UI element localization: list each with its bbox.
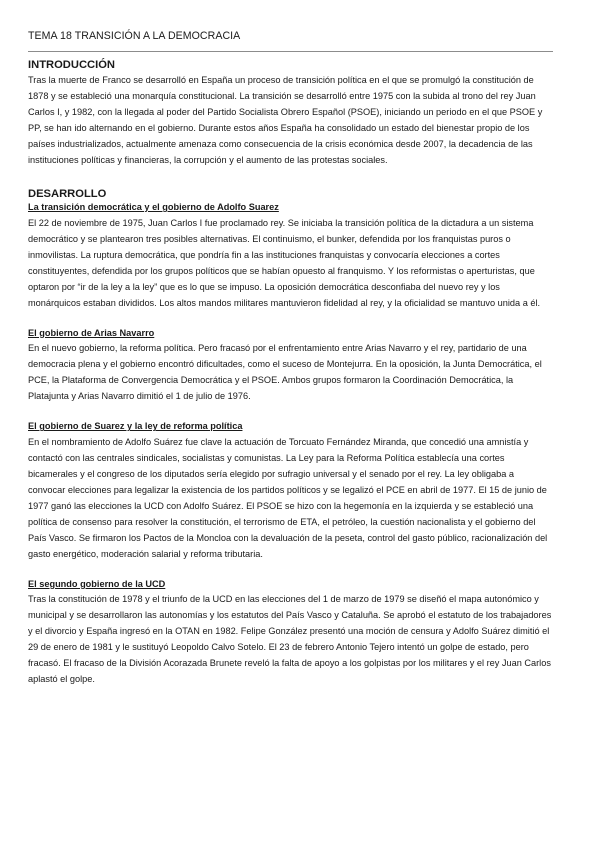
document-title: TEMA 18 TRANSICIÓN A LA DEMOCRACIA (28, 30, 241, 42)
section-paragraph-segundo-gobierno-ucd: Tras la constitución de 1978 y el triunfo de la UCD en las elecciones del 1 de marzo de 1979 se diseñó el mapa autonómico y municipal y se desarrollaron las autonomías y los estatutos del País Vasco y Cataluña. Se aprobó el estatuto de los trabajadores y el divorcio y España ingresó en la OTAN en 1982. Felipe González presentó una moción de censura y Adolfo Suárez dimitió el 29 de enero de 1981 y le sustituyó Leopoldo Calvo Sotelo. El 23 de febrero Antonio Tejero intentó un golpe de estado, pero fracasó. El fracaso de la División Acorazada Brunete reveló la falta de apoyo a los golpistas por los militares y el rey Juan Carlos aplastó el golpe. (28, 594, 552, 685)
title-divider (28, 51, 553, 52)
spacer (28, 404, 553, 420)
section-title-reforma-politica: El gobierno de Suarez y la ley de reforma política (28, 421, 243, 432)
spacer (28, 168, 553, 187)
section-paragraph-arias-navarro: En el nuevo gobierno, la reforma política. Pero fracasó por el enfrentamiento entre Arias Navarro y el rey, partidario de una democracia plena y el gobierno encontró dificultades, como el suceso de Montejurra. En la oposición, la Junta Democrática, el PCE, la Plataforma de Convergencia Democrática y el PSOE. Ambos grupos formaron la Coordinación Democrática, la Platajunta y Arias Navarro dimitió el 1 de julio de 1976. (28, 343, 542, 402)
intro-paragraph: Tras la muerte de Franco se desarrolló en España un proceso de transición política en el que se promulgó la constitución de 1878 y se estableció una monarquía constitucional. La transición se desarrolló entre 1975 con la subida al trono del rey Juan Carlos I, y 1982, con la llegada al poder del Partido Socialista Obrero Español (PSOE), iniciando un periodo en el que PSOE y PP, se han ido alternando en el gobierno. Durante estos años España ha consolidado un estado del bienestar propio de los países industrializados, actualmente amenaza como consecuencia de la crisis económica desde 2007, la decadencia de las instituciones políticas y financieras, la corrupción y el aumento de las protestas sociales. (28, 75, 543, 165)
section-paragraph-transicion: El 22 de noviembre de 1975, Juan Carlos I fue proclamado rey. Se iniciaba la transición política de la dictadura a un sistema democrático y se plantearon tres posibles alternativas. El continuismo, el bunker, defendida por los franquistas puros o inmovilistas. La ruptura democrática, que pondría fin a las instituciones franquistas y convocaría elecciones a cortes constituyentes, defendida por los grupos políticos que se habían opuesto al franquismo. Y los reformistas o aperturistas, que optaron por “ir de la ley a la ley” que es lo que se impuso. La oposición democrática desconfiaba del nuevo rey y los monárquicos estaban divididos. Los altos mandos militares mantuvieron fidelidad al rey, y la oficialidad se mantuvo unida a él. (28, 217, 541, 308)
development-heading: DESARROLLO (28, 188, 107, 200)
section-title-segundo-gobierno-ucd: El segundo gobierno de la UCD (28, 578, 166, 589)
intro-heading: INTRODUCCIÓN (28, 59, 116, 71)
section-title-arias-navarro: El gobierno de Arias Navarro (28, 327, 155, 338)
section-title-transicion: La transición democrática y el gobierno de Adolfo Suarez (28, 202, 279, 212)
spacer (28, 562, 553, 578)
section-paragraph-reforma-politica: En el nombramiento de Adolfo Suárez fue clave la actuación de Torcuato Fernández Miranda, que concedió una amnistía y contactó con las centrales sindicales, socialistas y comunistas. La Ley para la Reforma Política establecía una cortes bicamerales y el congreso de los diputados sería elegido por sufragio universal y el senado por el rey. La ley obligaba a convocar elecciones para legalizar la existencia de los partidos políticos y se legalizó el PCE en abril de 1977. El 15 de junio de 1977 ganó las elecciones la UCD con Adolfo Suárez. El PSOE se hizo con la hegemonía en la izquierda y se estableció una política de consenso para resolver la constitución, el terrorismo de ETA, el petróleo, la cuestión nacionalista y el gobierno del País Vasco. Se firmaron los Pactos de la Moncloa con la devaluación de la peseta, control del gasto público, racionalización del gasto energético, moderación salarial y reforma tributaria. (28, 436, 548, 559)
document-page (28, 30, 553, 687)
spacer (28, 311, 553, 327)
